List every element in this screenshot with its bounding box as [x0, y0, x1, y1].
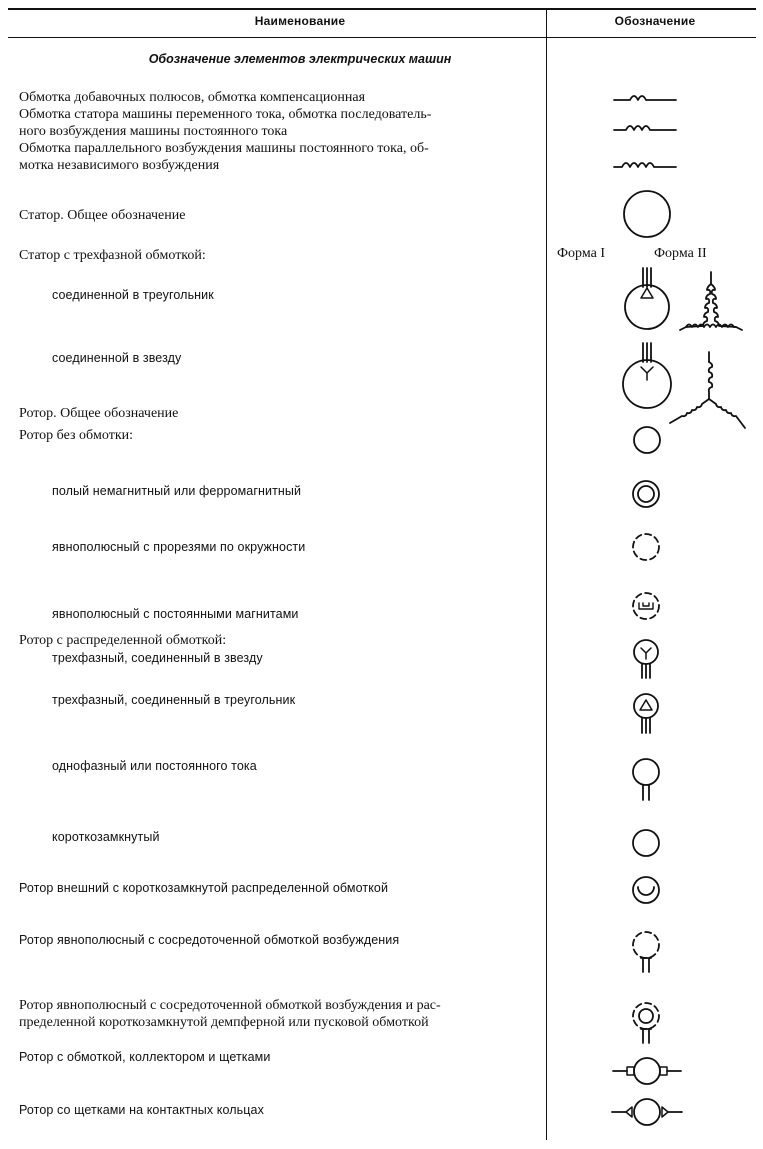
- row-text: трехфазный, соединенный в треугольник: [52, 693, 296, 707]
- form-1-label: Форма I: [557, 246, 605, 261]
- row-text: короткозамкнутый: [52, 830, 160, 844]
- row-text: Статор с трехфазной обмоткой:: [19, 248, 206, 263]
- winding-shunt-symbol: [614, 163, 676, 167]
- rotor-star-symbol: [634, 640, 658, 678]
- table-header-rule: [8, 37, 756, 38]
- row-text: пределенной короткозамкнутой демпферной или пусковой обмоткой: [19, 1015, 429, 1030]
- row-text: Ротор явнополюсный с сосредоточенной обмоткой возбуждения: [19, 933, 400, 947]
- rotor-salient-damper-symbol: [633, 1003, 659, 1043]
- rotor-external-symbol: [633, 877, 659, 903]
- rotor-delta-symbol: [634, 694, 658, 733]
- row-text: Ротор с обмоткой, коллектором и щетками: [19, 1050, 271, 1064]
- stator-delta-form2-symbol: [680, 272, 742, 330]
- row-text: полый немагнитный или ферромагнитный: [52, 484, 302, 498]
- column-divider: [546, 8, 547, 1140]
- rotor-slip-rings-symbol: [612, 1099, 682, 1125]
- form-2-label: Форма II: [654, 246, 707, 261]
- row-text: Статор. Общее обозначение: [19, 208, 186, 223]
- row-text: однофазный или постоянного тока: [52, 759, 257, 773]
- section-title: Обозначение элементов электрических машин: [148, 52, 452, 66]
- row-text: Ротор со щетками на контактных кольцах: [19, 1103, 264, 1117]
- row-text: Ротор явнополюсный с сосредоточенной обмоткой возбуждения и рас-: [19, 998, 441, 1013]
- rotor-salient-field-symbol: [633, 932, 659, 972]
- row-text: Обмотка добавочных полюсов, обмотка компенсационная: [19, 90, 366, 105]
- rotor-hollow-symbol: [633, 481, 659, 507]
- stator-star-form2-symbol: [670, 352, 745, 428]
- rotor-general-symbol: [634, 427, 660, 453]
- row-text: Ротор внешний с короткозамкнутой распределенной обмоткой: [19, 881, 389, 895]
- row-text: трехфазный, соединенный в звезду: [52, 651, 263, 665]
- row-text: явнополюсный с прорезями по окружности: [52, 540, 306, 554]
- rotor-short-circuited-symbol: [633, 830, 659, 856]
- row-text: соединенной в звезду: [52, 351, 182, 365]
- row-text: Ротор с распределенной обмоткой:: [19, 633, 227, 648]
- row-text: мотка независимого возбуждения: [19, 158, 220, 173]
- rotor-slotted-symbol: [633, 534, 659, 560]
- rotor-single-phase-symbol: [633, 759, 659, 800]
- table-top-rule: [8, 8, 756, 10]
- row-text: Ротор без обмотки:: [19, 428, 134, 443]
- rotor-permanent-magnet-symbol: [633, 593, 659, 619]
- stator-delta-form1-symbol: [625, 268, 669, 329]
- row-text: явнополюсный с постоянными магнитами: [52, 607, 299, 621]
- column-header-name: Наименование: [254, 14, 346, 28]
- row-text: Обмотка параллельного возбуждения машины постоянного тока, об-: [19, 141, 429, 156]
- column-header-symbol: Обозначение: [614, 14, 696, 28]
- winding-series-symbol: [614, 126, 676, 130]
- winding-compensating-symbol: [614, 96, 676, 100]
- row-text: соединенной в треугольник: [52, 288, 214, 302]
- stator-star-form1-symbol: [623, 343, 671, 408]
- row-text: Ротор. Общее обозначение: [19, 406, 179, 421]
- rotor-commutator-symbol: [613, 1058, 681, 1084]
- symbols-svg: [550, 70, 756, 1140]
- row-text: ного возбуждения машины постоянного тока: [19, 124, 288, 139]
- stator-general-symbol: [624, 191, 670, 237]
- row-text: Обмотка статора машины переменного тока, обмотка последователь-: [19, 107, 432, 122]
